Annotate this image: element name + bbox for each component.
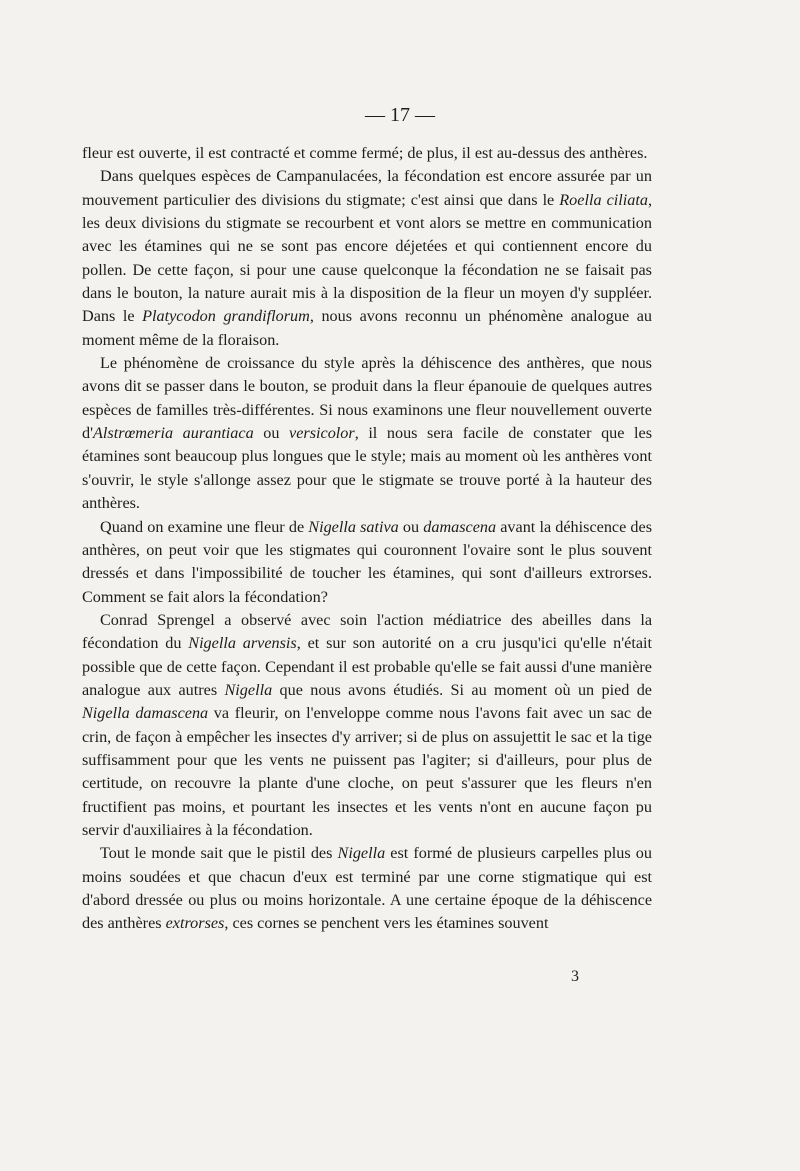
italic-term: Nigella damascena	[82, 704, 209, 723]
signature-mark: 3	[571, 968, 579, 985]
italic-term: Nigella	[337, 844, 386, 863]
paragraph	[82, 609, 652, 842]
italic-term: damascena	[423, 517, 497, 536]
italic-term: versicolor	[289, 424, 355, 443]
text-run: est formé de plusieurs carpelles plus ou moins soudées et que chacun d'eux est terminé par une corne stigmatique qui est d'abord dressée ou plus ou moins horizontale. A une certaine époque de la déhiscence des anthères	[82, 844, 652, 933]
text-run: ou	[398, 517, 424, 536]
text-run: fleur est ouverte, il est contracté et comme fermé; de plus, il est au-dessus des anthères.	[82, 144, 648, 162]
text-run: Quand on examine une fleur de	[100, 517, 309, 536]
text-run: va fleurir, on l'enveloppe comme nous l'avons fait avec un sac de crin, de façon à empêcher les insectes d'y arriver; si de plus on assujettit le sac et la tige suffisamment pour que les vents ne puissent pas l'agiter; si d'ailleurs, pour plus de certitude, on recouvre la plante d'une cloche, on peut s'assurer que les fleurs n'en fructifient pas moins, et pourtant les insectes et les vents n'ont en aucune façon pu servir d'auxiliaires à la fécondation.	[82, 704, 652, 839]
text-run: , il nous sera facile de constater que les étamines sont beaucoup plus longues que le style; mais au moment où les anthères vont s'ouvrir, le style s'allonge assez pour que le stigmate se trouve porté à la hauteur des anthères.	[82, 424, 653, 513]
text-run: , les deux divisions du stigmate se recourbent et vont alors se mettre en communication avec les étamines qui ne se sont pas encore déjetées et qui contiennent encore du pollen. De cette façon, si pour une cause quelconque la fécondation ne se faisait pas dans le bouton, la nature aurait mis à la disposition de la fleur un moyen d'y suppléer. Dans le	[82, 190, 652, 326]
italic-term: Roella ciliata	[559, 190, 648, 209]
text-run: Le phénomène de croissance du style après la déhiscence des anthères, que nous avons dit se passer dans le bouton, se produit dans la fleur épanouie de quelques autres espèces de familles très-différentes. Si nous examinons une fleur nouvellement ouverte d'	[82, 354, 652, 443]
body-text	[82, 142, 652, 936]
paragraph	[82, 842, 652, 935]
italic-term: extrorses	[165, 914, 225, 933]
paragraph	[82, 165, 652, 352]
italic-term: Alstrœmeria aurantiaca	[93, 424, 254, 443]
text-run: Dans quelques espèces de Campanulacées, la fécondation est encore assurée par un mouvement particulier des divisions du stigmate; c'est ainsi que dans le	[82, 167, 652, 209]
text-run: , ces cornes se penchent vers les étamines souvent	[224, 914, 549, 933]
italic-term: Nigella	[224, 680, 273, 699]
italic-term: Nigella arvensis	[188, 634, 297, 653]
paragraph	[82, 142, 652, 165]
text-run: , et sur son autorité on a cru jusqu'ici qu'elle n'était possible que de cette façon. Cependant il est probable qu'elle se fait aussi d'une manière analogue aux autres	[82, 634, 652, 699]
text-run: Tout le monde sait que le pistil des	[100, 844, 338, 863]
page-number: — 17 —	[365, 104, 435, 126]
text-run: avant la déhiscence des anthères, on peut voir que les stigmates qui couronnent l'ovaire sont le plus souvent dressés et dans l'impossibilité de toucher les étamines, qui sont d'ailleurs extrorses. Comment se fait alors la fécondation?	[82, 517, 653, 606]
text-run: Conrad Sprengel a observé avec soin l'action médiatrice des abeilles dans la fécondation du	[82, 610, 652, 653]
paragraph	[82, 352, 652, 515]
text-run: ou	[253, 424, 290, 443]
text-run: , nous avons reconnu un phénomène analogue au moment même de la floraison.	[82, 307, 652, 349]
italic-term: Platycodon grandiflorum	[142, 307, 310, 326]
text-run: que nous avons étudiés. Si au moment où un pied de	[272, 680, 652, 699]
italic-term: Nigella sativa	[308, 517, 399, 536]
paragraph	[82, 516, 652, 609]
